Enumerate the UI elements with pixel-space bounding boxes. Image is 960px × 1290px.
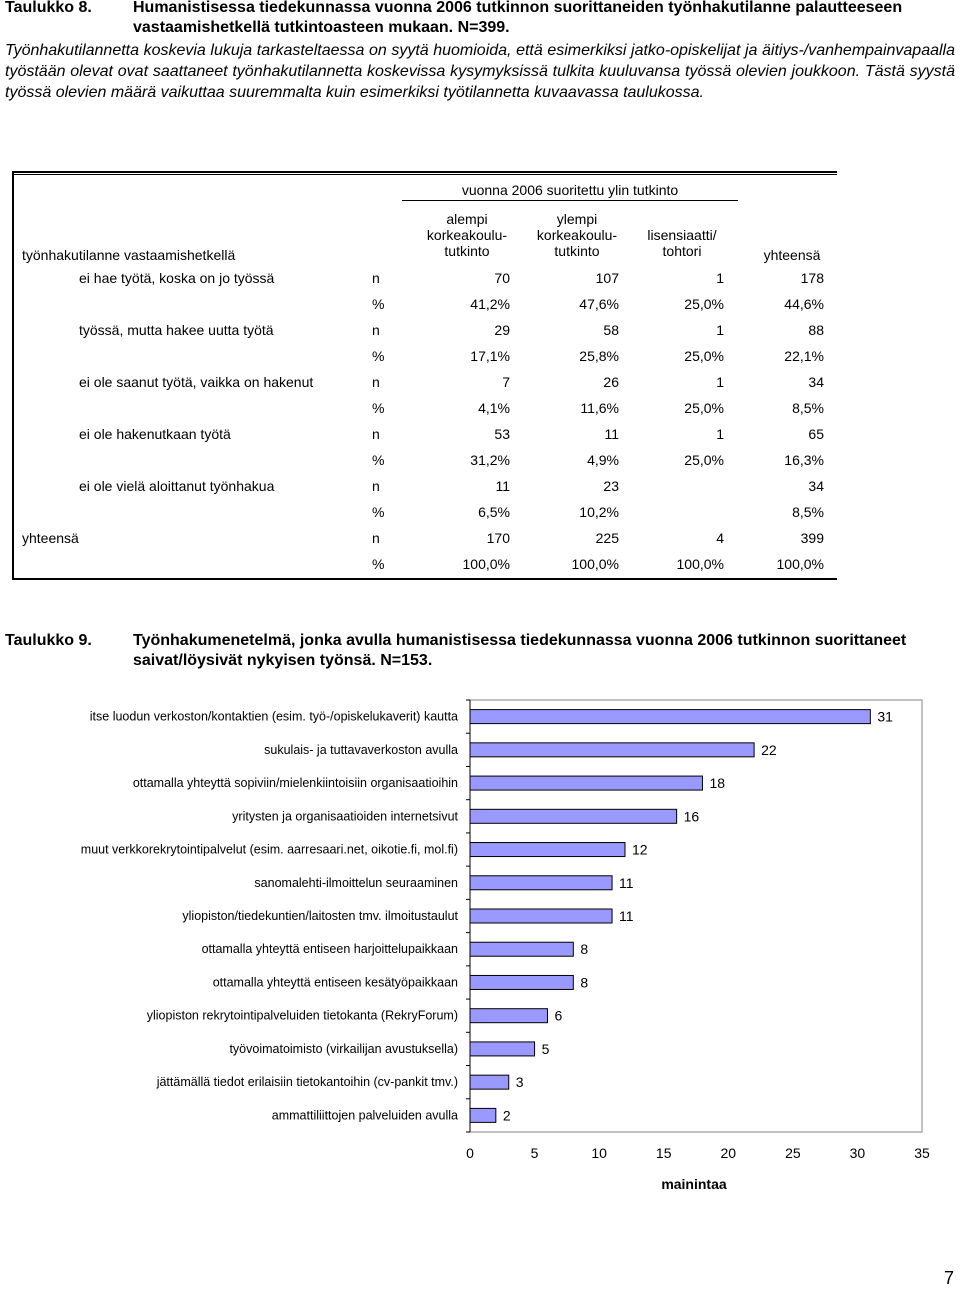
bar [470,1009,547,1023]
n-value: 65 [808,426,824,442]
bar [470,743,754,757]
pct-value: 8,5% [792,504,824,520]
total-n-value: 4 [716,530,724,546]
bar [470,1075,509,1089]
table-bottom-rule [12,578,837,580]
page-number: 7 [943,1268,954,1288]
pct-value: 17,1% [470,348,510,364]
n-value: 7 [502,374,510,390]
n-value: 107 [595,270,619,286]
n-value: 11 [604,426,619,442]
category-label: ottamalla yhteyttä entiseen kesätyöpaikkaan [212,975,458,990]
n-value: 34 [808,374,824,390]
bar [470,710,870,724]
x-tick-label: 0 [466,1145,474,1161]
row-label: ei ole saanut työtä, vaikka on hakenut [79,374,314,390]
data-label: 6 [554,1007,563,1024]
n-label: n [372,530,380,546]
n-value: 26 [603,374,619,390]
pct-value: 8,5% [792,400,824,416]
n-value: 1 [716,270,724,286]
bar [470,876,612,890]
pct-value: 41,2% [470,296,510,312]
table8-label: Taulukko 8. [5,0,92,16]
col-header-alempi: alempi korkeakoulu- tutkinto [426,211,508,259]
n-value: 29 [494,322,510,338]
bar [470,909,612,923]
total-pct-value: 100,0% [571,556,619,572]
col-header-lisensiaatti: lisensiaatti/ tohtori [647,227,717,259]
table-left-rule [12,171,14,580]
n-value: 58 [603,322,619,338]
n-value: 178 [800,270,824,286]
bar [470,776,702,790]
total-label: yhteensä [22,530,79,546]
data-label: 18 [709,775,726,792]
data-label: 5 [541,1040,550,1057]
data-label: 8 [580,974,589,991]
n-label: n [372,478,380,494]
category-label: itse luodun verkoston/kontaktien (esim. työ-/opiskelukaverit) kautta [89,709,458,724]
total-pct-value: 100,0% [676,556,724,572]
total-pct-value: 100,0% [462,556,510,572]
table-top-rule-2 [12,174,837,175]
data-label: 31 [877,708,893,725]
data-label: 3 [515,1074,524,1091]
n-label: n [372,322,380,338]
n-value: 70 [494,270,510,286]
pct-label: % [372,400,385,416]
pct-label: % [372,452,385,468]
row-label: ei hae työtä, koska on jo työssä [79,270,275,286]
data-label: 8 [580,941,589,958]
total-n-value: 225 [595,530,619,546]
bar [470,1042,535,1056]
pct-label: % [372,348,385,364]
x-tick-label: 35 [914,1145,930,1161]
data-label: 16 [683,808,700,825]
bar [470,1108,496,1122]
total-n-value: 170 [486,530,510,546]
n-value: 1 [716,374,724,390]
n-value: 53 [494,426,510,442]
n-value: 1 [716,426,724,442]
row-label: ei ole vielä aloittanut työnhakua [79,478,275,494]
pct-value: 31,2% [470,452,510,468]
category-label: muut verkkorekrytointipalvelut (esim. aarresaari.net, oikotie.fi, mol.fi) [80,842,458,857]
category-label: yliopiston/tiedekuntien/laitosten tmv. ilmoitustaulut [182,909,458,923]
pct-value: 16,3% [784,452,824,468]
bar [470,843,625,857]
bar [470,809,677,823]
n-value: 34 [808,478,824,494]
category-label: jättämällä tiedot erilaisiin tietokantoihin (cv-pankit tmv.) [156,1075,458,1090]
pct-value: 44,6% [784,296,824,312]
x-tick-label: 30 [849,1145,866,1161]
data-label: 12 [631,841,648,858]
category-label: ottamalla yhteyttä sopiviin/mielenkiintoisiin organisaatioihin [132,776,458,791]
x-tick-label: 15 [655,1145,672,1161]
x-tick-label: 20 [720,1145,737,1161]
category-label: sanomalehti-ilmoittelun seuraaminen [254,875,458,890]
category-label: yliopiston rekrytointipalveluiden tietokanta (RekryForum) [146,1008,458,1023]
pct-value: 25,0% [684,452,724,468]
x-axis-label: mainintaa [661,1176,727,1192]
category-label: työvoimatoimisto (virkailijan avustuksella) [229,1041,458,1056]
total-n-value: 399 [800,530,824,546]
pct-value: 6,5% [478,504,510,520]
pct-label: % [372,504,385,520]
data-label: 22 [761,741,777,758]
n-value: 1 [716,322,724,338]
n-label: n [372,270,380,286]
row-label: ei ole hakenutkaan työtä [79,426,231,442]
category-label: ammattiliittojen palveluiden avulla [271,1108,458,1123]
category-label: sukulais- ja tuttavaverkoston avulla [264,742,458,757]
table8-title: Humanistisessa tiedekunnassa vuonna 2006 tutkinnon suorittaneiden työnhakutilanne palautteeseen vastaamishetkellä tutkintoasteen mukaan. N=399. [133,0,903,36]
data-label: 11 [619,908,634,924]
pct-label: % [372,296,385,312]
col-header-yhteensa: yhteensä [763,247,821,263]
bar-chart [0,680,960,1200]
n-value: 11 [495,478,510,494]
pct-value: 4,1% [478,400,510,416]
pct-value: 47,6% [579,296,619,312]
n-value: 88 [808,322,824,338]
group-header: vuonna 2006 suoritettu ylin tutkinto [461,182,679,198]
total-pct-value: 100,0% [776,556,824,572]
x-tick-label: 5 [530,1145,539,1161]
table-top-rule [12,171,837,173]
pct-value: 4,9% [587,452,619,468]
pct-value: 25,0% [684,348,724,364]
category-label: yritysten ja organisaatioiden internetsivut [232,809,458,824]
table9-label: Taulukko 9. [5,632,92,649]
pct-value: 25,0% [684,296,724,312]
row-label: työssä, mutta hakee uutta työtä [79,322,274,338]
table9-title: Työnhakumenetelmä, jonka avulla humanistisessa tiedekunnassa vuonna 2006 tutkinnon suorittaneet saivat/löysivät nykyisen työnsä. N=153. [133,632,907,669]
pct-label: % [372,556,385,572]
n-label: n [372,374,380,390]
pct-value: 22,1% [784,348,824,364]
pct-value: 25,0% [684,400,724,416]
row-header: työnhakutilanne vastaamishetkellä [22,247,236,263]
x-tick-label: 10 [591,1145,607,1161]
col-header-ylempi: ylempi korkeakoulu- tutkinto [536,211,618,259]
bar [470,942,573,956]
x-tick-label: 25 [785,1145,801,1161]
pct-value: 25,8% [579,348,619,364]
group-header-rule [402,200,738,201]
pct-value: 10,2% [579,504,619,520]
n-value: 23 [603,478,619,494]
data-label: 2 [502,1107,511,1124]
bar [470,975,573,989]
n-label: n [372,426,380,442]
intro-paragraph: Työnhakutilannetta koskevia lukuja tarkasteltaessa on syytä huomioida, että esimerkiksi jatko-opiskelijat ja äitiys-/vanhempainvapaalla työstään olevat ovat saattaneet työnhakutilannetta koskevissa kysymyksissä tulkita kuuluvansa työssä olevien joukkoon. Tästä syystä työssä olevien määrä vaikuttaa suuremmalta kuin esimerkiksi työtilannetta kuvaavassa taulukossa. [5,42,955,101]
data-label: 11 [619,874,634,891]
pct-value: 11,6% [580,400,619,416]
category-label: ottamalla yhteyttä entiseen harjoittelupaikkaan [201,942,458,957]
